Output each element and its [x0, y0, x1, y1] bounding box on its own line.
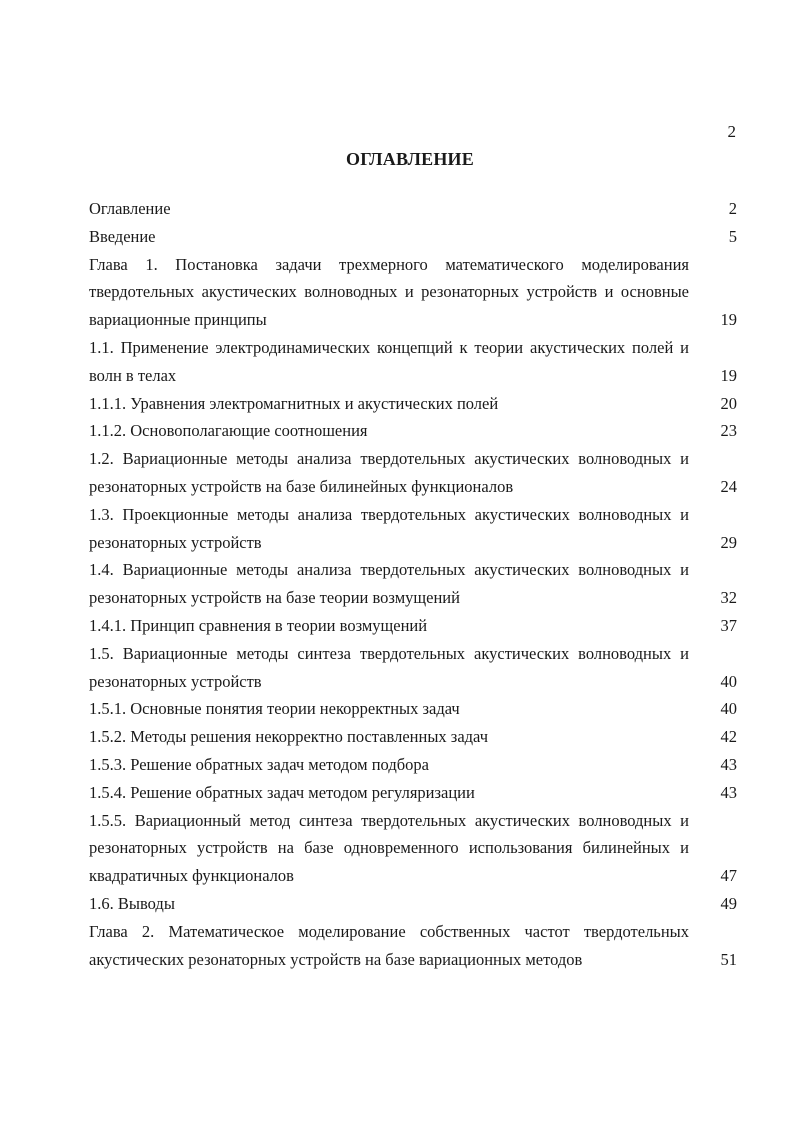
toc-entry-page: 47	[720, 866, 737, 886]
toc-entry	[89, 390, 737, 418]
toc-entry	[89, 417, 737, 445]
toc-entry-page: 2	[728, 199, 737, 218]
toc-entry-page: 43	[720, 782, 737, 802]
toc-entry-title: 1.5.2. Методы решения некорректно поставленных задач	[89, 727, 488, 747]
toc-entry-title: 1.3. Проекционные методы анализа твердотельных акустических волноводных и резонаторных устройств	[89, 504, 689, 552]
toc-entry-page: 5	[728, 226, 737, 246]
toc-entry-page: 51	[720, 949, 737, 969]
toc-entry-page: 43	[720, 754, 737, 774]
toc-entry-page: 40	[720, 699, 737, 719]
toc-entry	[89, 807, 737, 890]
toc-entry-page: 42	[720, 727, 737, 747]
page-number: 2	[727, 122, 736, 141]
toc-entry-page: 29	[720, 532, 737, 552]
toc-entry-title: 1.1.1. Уравнения электромагнитных и акустических полей	[89, 393, 499, 413]
toc-entry-page: 20	[720, 393, 737, 413]
toc-entry	[89, 251, 737, 334]
toc-entry-title: 1.2. Вариационные методы анализа твердотельных акустических волноводных и резонаторных устройств на базе билинейных функционалов	[89, 449, 689, 496]
toc-entry-page: 49	[720, 893, 737, 913]
toc-entry	[89, 695, 737, 723]
toc-entry	[89, 890, 737, 918]
toc-entry-title: Глава 1. Постановка задачи трехмерного математического моделирования твердотельных акустических волноводных и резонаторных устройств и основные вариационные принципы	[89, 254, 689, 330]
toc-entry-page: 40	[720, 671, 737, 691]
toc-entry-title: 1.5.4. Решение обратных задач методом регуляризации	[89, 782, 475, 802]
toc-entry-title: 1.5.1. Основные понятия теории некорректных задач	[89, 699, 460, 719]
toc-entry-page: 23	[720, 421, 737, 441]
toc-entry	[89, 556, 737, 612]
toc-entry	[89, 334, 737, 390]
toc-entry-title: Введение	[89, 226, 156, 246]
toc-entry-title: 1.4.1. Принцип сравнения в теории возмущений	[89, 615, 428, 635]
toc-entry	[89, 779, 737, 807]
toc-entry	[89, 223, 737, 251]
toc-entry-title: 1.5.5. Вариационный метод синтеза твердотельных акустических волноводных и резонаторных устройств на базе одновременного использования билинейных и квадратичных функционалов	[89, 810, 689, 886]
toc-entry-title: Глава 2. Математическое моделирование собственных частот твердотельных акустических резонаторных устройств на базе вариационных методов	[89, 921, 689, 969]
toc-entry-page: 19	[720, 310, 737, 330]
toc-entry	[89, 612, 737, 640]
toc-entry-title: 1.5.3. Решение обратных задач методом подбора	[89, 754, 429, 774]
toc-entry	[89, 751, 737, 779]
toc-entry	[89, 640, 737, 696]
toc-entry	[89, 501, 737, 557]
toc-entry	[89, 195, 737, 223]
toc-entry-title: 1.4. Вариационные методы анализа твердотельных акустических волноводных и резонаторных устройств на базе теории возмущений	[89, 560, 689, 608]
toc-entry-page: 32	[720, 588, 737, 608]
toc-entry-page: 24	[720, 476, 737, 496]
toc-entry-title: 1.1.2. Основополагающие соотношения	[89, 421, 368, 441]
toc-entry	[89, 445, 737, 501]
toc-entry-page: 19	[720, 365, 737, 385]
toc-entry	[89, 723, 737, 751]
toc-entry-title: Оглавление	[89, 199, 171, 218]
toc-entry	[89, 918, 737, 974]
toc-entry-title: 1.5. Вариационные методы синтеза твердотельных акустических волноводных и резонаторных устройств	[89, 643, 689, 691]
toc-entry-title: 1.6. Выводы	[89, 893, 175, 913]
toc-entry-page: 37	[720, 615, 737, 635]
page-title: ОГЛАВЛЕНИЕ	[346, 149, 474, 169]
toc-entry-title: 1.1. Применение электродинамических концепций к теории акустических полей и волн в телах	[89, 337, 689, 385]
toc-list	[89, 195, 737, 973]
